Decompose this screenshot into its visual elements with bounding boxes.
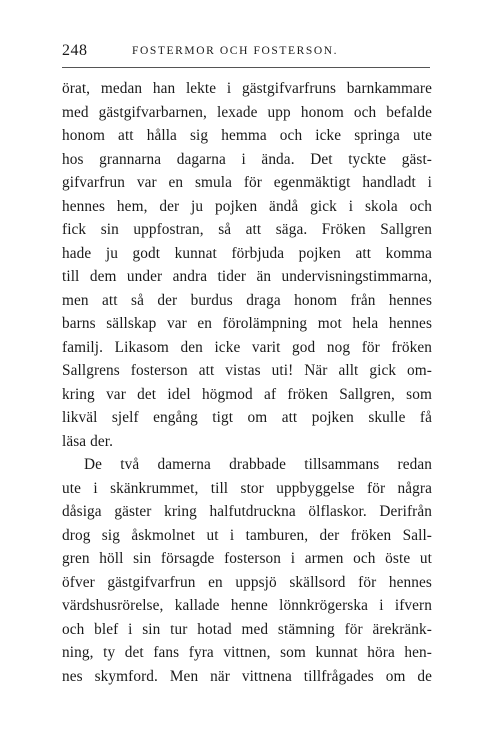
text-line: kring var det idel högmod af fröken Sallgren, som xyxy=(62,385,432,403)
body-text xyxy=(62,77,432,688)
text-line: örat, medan han lekte i gästgifvarfruns barnkammare xyxy=(62,80,432,97)
text-line: gren höll sin försagde fosterson i armen och öste ut xyxy=(62,550,432,567)
text-line: öfver gästgifvarfrun en uppsjö skällsord för hennes xyxy=(62,573,432,591)
text-line: dåsiga gäster kring halfutdruckna ölflaskor. Derifrån xyxy=(62,503,432,520)
text-line: hennes hem, der ju pojken ändå gick i skola och xyxy=(62,197,432,215)
running-title: FOSTERMOR OCH FOSTERSON. xyxy=(132,45,339,57)
text-line: honom att hålla sig hemma och icke springa ute xyxy=(62,127,432,144)
text-line: hade ju godt kunnat förbjuda pojken att komma xyxy=(62,244,432,262)
text-line: med gästgifvarbarnen, lexade upp honom och befalde xyxy=(62,103,432,121)
text-line: ning, ty det fans fyra vittnen, som kunnat höra hen- xyxy=(62,644,432,661)
text-line: ute i skänkrummet, till stor uppbyggelse för några xyxy=(62,479,432,497)
paragraph-start-line: De två damerna drabbade tillsammans redan xyxy=(84,456,432,473)
text-line: till dem under andra tider än undervisningstimmarna, xyxy=(62,268,432,285)
header-rule xyxy=(62,67,430,68)
text-line: barns sällskap var en förolämpning mot hela hennes xyxy=(62,315,432,332)
text-line: men att så der burdus draga honom från hennes xyxy=(62,291,432,309)
text-line: likväl sjelf engång tigt om att pojken skulle få xyxy=(62,409,432,426)
text-line: drog sig åskmolnet ut i tamburen, der fröken Sall- xyxy=(62,526,432,544)
paragraph-end-line: läsa der. xyxy=(62,432,114,450)
text-line: och blef i sin tur hotad med stämning för ärekränk- xyxy=(62,620,432,638)
running-header xyxy=(62,40,430,62)
text-line: fick sin uppfostran, så att säga. Fröken Sallgren xyxy=(62,221,432,238)
text-line: Sallgrens fosterson att vistas uti! När allt gick om- xyxy=(62,362,432,379)
text-line: värdshusrörelse, kallade henne lönnkrögerska i ifvern xyxy=(62,597,432,614)
page-number: 248 xyxy=(62,42,88,59)
text-line: familj. Likasom den icke varit god nog för fröken xyxy=(62,338,432,356)
text-line: gifvarfrun var en smula för egenmäktigt handladt i xyxy=(62,174,432,191)
text-line: nes skymford. Men när vittnena tillfrågades om de xyxy=(62,667,432,685)
text-line: hos grannarna dagarna i ända. Det tyckte gäst- xyxy=(62,150,432,168)
